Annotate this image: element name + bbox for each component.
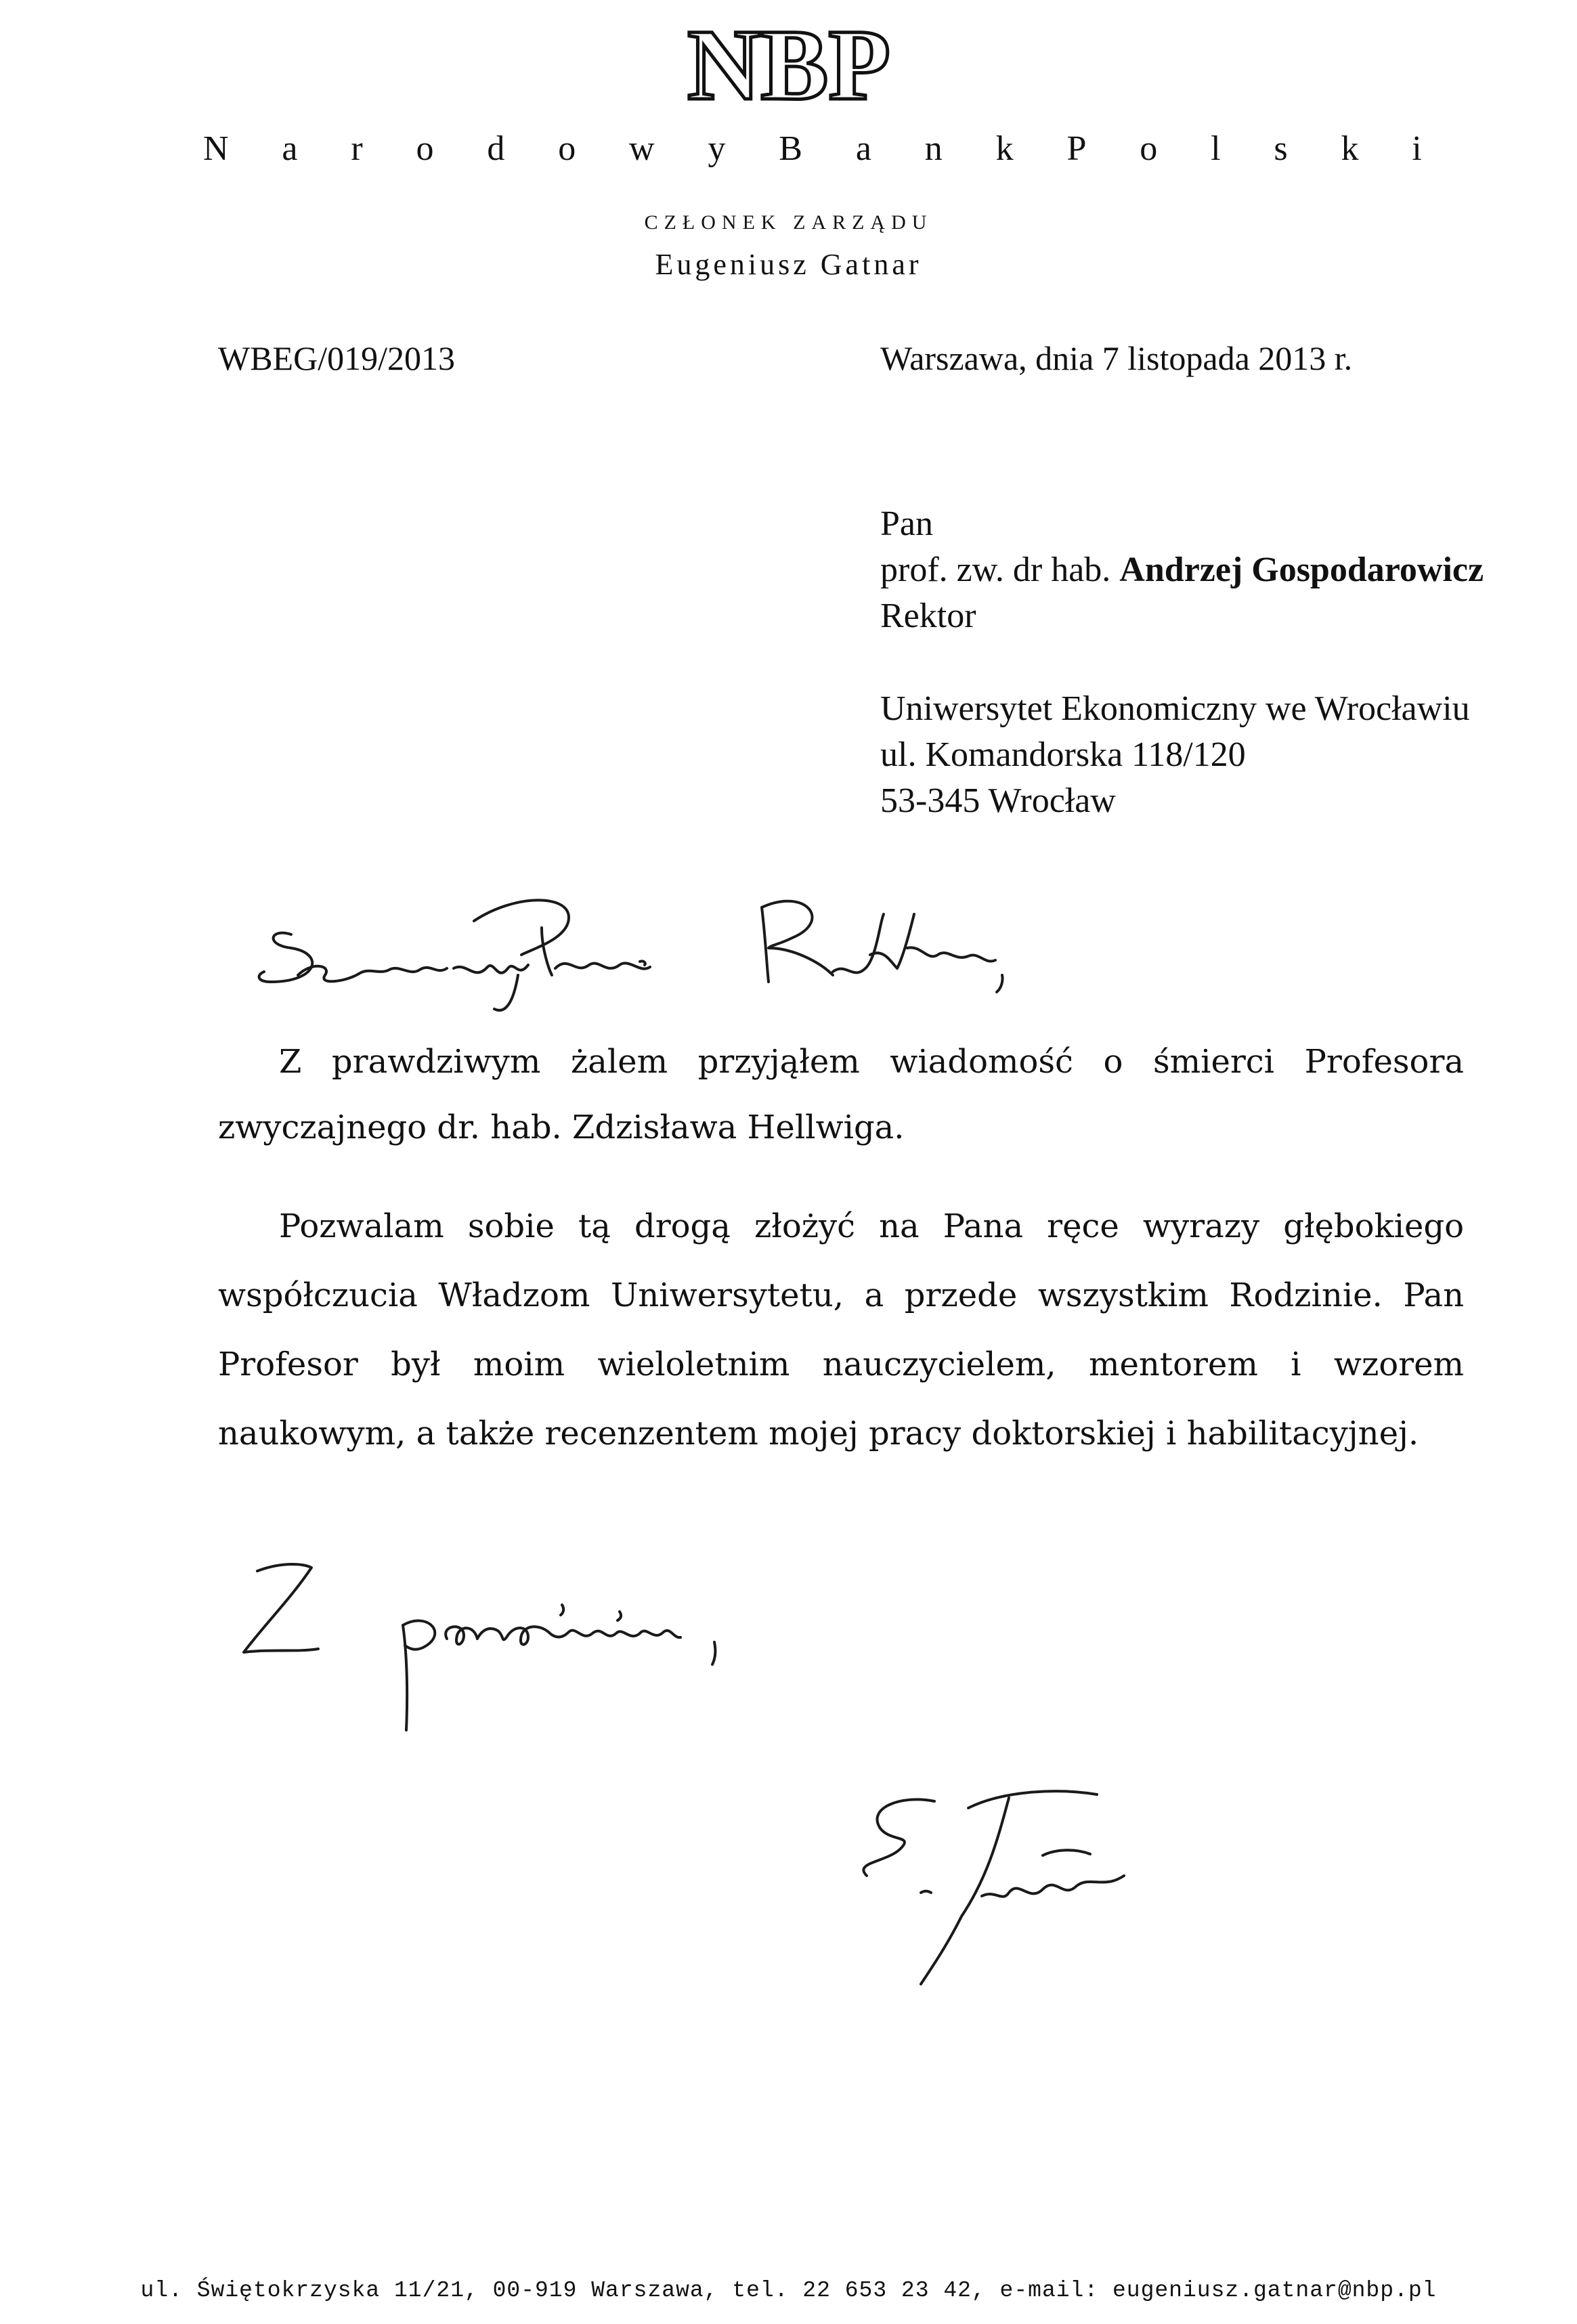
handwritten-closing [230, 1551, 785, 1740]
bank-name-letter: P [1066, 129, 1087, 168]
bank-name-letter: s [1274, 129, 1288, 168]
bank-name-letter: y [708, 129, 726, 168]
bank-name-letter: N [203, 129, 229, 168]
recipient-role: Rektor [880, 597, 976, 635]
bank-name-letter: w [629, 129, 655, 168]
recipient-name: Andrzej Gospodarowicz [1119, 551, 1484, 589]
bank-name-letter: k [995, 129, 1014, 168]
recipient-institution: Uniwersytet Ekonomiczny we Wrocławiu [880, 689, 1470, 728]
bank-name-letter: i [1412, 129, 1422, 168]
bank-name-letter: o [416, 129, 434, 168]
letter-date: Warszawa, dnia 7 listopada 2013 r. [880, 339, 1353, 377]
bank-name-letter: l [1211, 129, 1221, 168]
bank-name [203, 129, 1422, 176]
board-member-name: Eugeniusz Gatnar [655, 248, 922, 281]
bank-name-letter: o [558, 129, 576, 168]
paragraph-2: Pozwalam sobie tą drogą złożyć na Pana ręce wyrazy głębokiego współczucia Władzom Uniwersytetu, a przede wszystkim Rodzinie. Pan Profesor był moim wieloletnim nauczycielem, mentorem i wzorem naukowym, a także recenzentem mojej pracy doktorskiej i habilitacyjnej. [218, 1207, 1464, 1452]
recipient-title: prof. zw. dr hab. [880, 551, 1111, 589]
recipient-name-line [880, 547, 1484, 593]
bank-name-letter: k [1341, 129, 1359, 168]
nbp-logo-icon [667, 5, 911, 121]
recipient-city: 53-345 Wrocław [880, 781, 1116, 820]
bank-name-letter: o [1140, 129, 1158, 168]
recipient-street: ul. Komandorska 118/120 [880, 735, 1246, 774]
handwritten-greeting [251, 880, 1029, 1036]
bank-name-letter: B [779, 129, 802, 168]
bank-name-letter: n [924, 129, 943, 168]
bank-name-letter: a [282, 129, 298, 168]
recipient-salutation: Pan [880, 504, 933, 543]
footer-address: ul. Świętokrzyska 11/21, 00-919 Warszawa, tel. 22 653 23 42, e-mail: eugeniusz.gatnar@nbp.pl [140, 2278, 1437, 2303]
bank-name-letter: r [351, 129, 363, 168]
board-position: CZŁONEK ZARZĄDU [644, 211, 933, 234]
reference-number: WBEG/019/2013 [218, 339, 455, 377]
nbp-logo [0, 5, 1577, 121]
bank-name-letter: a [855, 129, 871, 168]
bank-name-letter: d [487, 129, 505, 168]
svg-text:NBP: NBP [687, 9, 890, 121]
paragraph-1: Z prawdziwym żalem przyjąłem wiadomość o śmierci Profesora zwyczajnego dr. hab. Zdzisława Hellwiga. [218, 1043, 1464, 1146]
handwritten-signature [840, 1781, 1178, 2011]
